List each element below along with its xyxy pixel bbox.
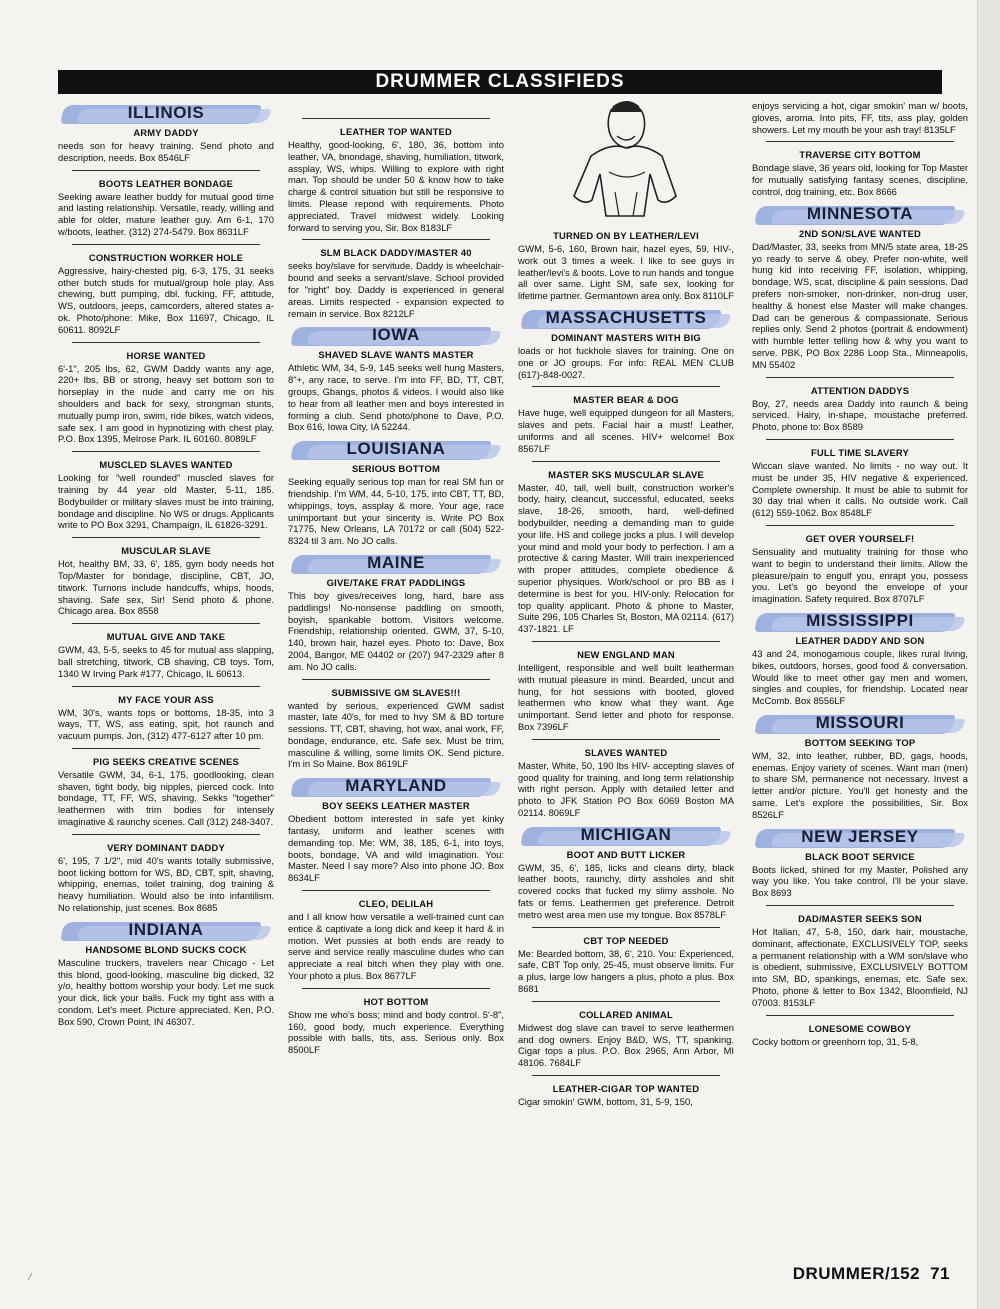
classified-ad: TURNED ON BY LEATHER/LEVI GWM, 5-6, 160, Brown hair, hazel eyes, 59, HIV-, work out 3 times a week. I like to see guys in leather/levi's & boots. Love to run hands and tongue all over same. Light SM, safe sex, looking for lifetime partner. Germantown area only. Box 8110LF [518,230,734,302]
classified-ad: BOY SEEKS LEATHER MASTER Obedient bottom interested in safe yet kinky fantasy, uniform and leather scenes with demanding top. Me: WM, 38, 185, 6-1, into toys, boots, bondage, VA and wild imagination. You: Master. Need I say more? Also into phone JO. Box 8634LF [288,800,504,884]
classified-ad: SLAVES WANTED Master, White, 50, 190 lbs HIV- accepting slaves of good quality for training, and long term relationship with right person. Apply with detailed letter and photo to JFK Station PO Box 6069 Boston MA 02114. 8069LF [518,746,734,818]
column-2 [288,100,504,1250]
classified-ad: CLEO, DELILAH and I all know how versatile a well-trained cunt can entice & captivate a long dick and keep it hard & in motion. Wet pussies at both ends are ready to serve and service really masculine dudes who can appreciate a real bitch when they play with one. Your photo a plus. Box 8677LF [288,898,504,982]
classified-ad: LEATHER DADDY AND SON 43 and 24, monogamous couple, likes rural living, bikes, outdoors, horses, good food & conversation. Would like to meet other gay men and women, singles and couples, for friendship. Located near McComb. Box 8556LF [752,634,968,707]
magazine-issue: DRUMMER/152 [792,1264,921,1283]
state-heading-michigan: MICHIGAN [518,824,734,848]
classified-ad: 2ND SON/SLAVE WANTED Dad/Master, 33, seeks from MN/5 state area, 18-25 yo ready to serve & obey. Prefer non-white, well hung kid into receiving FF, isolation, whipping, bondage, WS, scat, discipline & pain sessions. Dad prefers non-smoker, non-drinker, non-drug user, healthy & honest else Master will make changes. Dad can be generous & compassionate. Serious replies only. Send 2 photos (portrait & endowment) with humble letter telling how & why you want to serve. PBK, PO Box 2286 Loop Sta., Minneapolis, MN 55402 [752,227,968,370]
state-heading-indiana: INDIANA [58,919,274,943]
page-edge [977,0,1000,1309]
classified-ad: BOOTS LEATHER BONDAGE Seeking aware leather buddy for mutual good time and lasting relationship. Versatile, ready, willing and able for older, mature leather guy. Am 6-1, 170 w/boots, leather. (312) 274-5479. Box 8631LF [58,177,274,237]
state-heading-mississippi: MISSISSIPPI [752,610,968,634]
state-heading-maine: MAINE [288,552,504,576]
column-4 [752,100,968,1250]
classified-ad: HOT BOTTOM Show me who's boss; mind and body control. 5'-8", 160, good body, much experience. Everything possible with balls, tits, ass. Serious only. Box 8500LF [288,995,504,1056]
classified-ad: NEW ENGLAND MAN Intelligent, responsible and well built leatherman with mutual pleasure in mind. Bearded, uncut and hung, for hot sessions with booted, gloved leathermen who know what they want. Age unimportant. Send letter and photo for response. Box 7396LF [518,648,734,732]
state-heading-louisiana: LOUISIANA [288,438,504,462]
classified-ad: DAD/MASTER SEEKS SON Hot Italian, 47, 5-8, 150, dark hair, moustache, dominant, affectionate, EXCLUSIVELY TOP, seeks a permanent relationship with a WM son/slave who is obedient, submissive, EXCLUSIVELY BOTTOM into SM, BD, spankings, enemas, etc. Safe sex. Photo, phone & letter to Box 1342, Bloomfield, NJ 07003. 8153LF [752,913,968,1008]
classified-ad: ARMY DADDY needs son for heavy training. Send photo and description, needs. Box 8546LF [58,127,274,163]
classified-ad: HORSE WANTED 6'-1", 205 lbs, 62, GWM Daddy wants any age, 220+ lbs, BB or strong, heavy set bottom son to horseplay in the nude and carry me on his shoulders and back for sexy, strongman stunts, mutually pump iron, swim, ride bikes, watch videos, safe sex. I am good in hypnotizing with chest play. P.O. Box 1395, Melrose Park. IL 60160. 8089LF [58,349,274,445]
classified-ad: SERIOUS BOTTOM Seeking equally serious top man for real SM fun or friendship. I'm WM, 44, 5-10, 175, into CBT, TT, BD, whippings, toys, assplay & more. Your age, race unimportant but your sincerity is. Write PO Box 71775, New Orleans, LA 70172 or call (504) 522-8324 til 3 am. No JO calls. [288,463,504,547]
classified-ad: LONESOME COWBOY Cocky bottom or greenhorn top, 31, 5-8, [752,1022,919,1047]
classified-ad: GET OVER YOURSELF! Sensuality and mutuality training for those who want to begin to understand their limits. Allow the pleasure/pain to engulf you, enrapt you, possess you. Let's go beyond the envelope of your imagination. Safety required. Box 8707LF [752,532,968,605]
classified-ad: MY FACE YOUR ASS WM, 30's, wants tops or bottoms, 18-35, into 3 ways, TT, WS, ass eating, spit, hot raunch and vacuum pumps. Jon, (312) 477-6127 after 10 pm. [58,693,274,742]
classified-ad: CBT TOP NEEDED Me: Bearded bottom, 38, 6', 210. You: Experienced, safe, CBT Top only, 25-45, must observe limits. Fur a plus, large low hangers a plus, photo a plus. Box 8681 [518,934,734,995]
classified-ad: MUTUAL GIVE AND TAKE GWM, 43, 5-5, seeks to 45 for mutual ass slapping, ball stretching, titwork, CB shaving, CB toys. Tom, 1340 W Irving Park #177, Chicago, IL 60613. [58,631,274,679]
state-heading-new-jersey: NEW JERSEY [752,826,968,850]
classified-ad: TRAVERSE CITY BOTTOM Bondage slave, 36 years old, looking for Top Master for mutually satisfying fantasy scenes, discipline, control, dog training, etc. Box 8666 [752,149,968,197]
margin-mark [28,1273,33,1280]
page-number: 71 [930,1264,950,1283]
classified-ad: SHAVED SLAVE WANTS MASTER Athletic WM, 34, 5-9, 145 seeks well hung Masters, 8"+, any race, to serve. I'm into FF, BD, TT, CBT, groups, Gbangs, photos & videos. I would also like to hear from all leather men and boys interested in forming a club. Send photo/phone to Dave, P.O. Box 616, Iowa City, IA 52244. [288,349,504,433]
classified-ad: MUSCLED SLAVES WANTED Looking for "well rounded" muscled slaves for training by 44 year old Master, 5-11, 185. Bodybuilder or military slaves must be into training, bondage and discipline. No WS or drugs. Applicants write to PO Box 3291, Champaign, IL 61826-3291. [58,459,274,531]
column-1 [58,100,274,1250]
column-3 [518,100,734,1250]
state-heading-minnesota: MINNESOTA [752,203,968,227]
page-footer [783,1264,950,1284]
classified-ad: LEATHER-CIGAR TOP WANTED Cigar smokin' GWM, bottom, 31, 5-9, 150, [518,1083,700,1108]
classified-ad: SUBMISSIVE GM SLAVES!!! wanted by serious, experienced GWM sadist master, late 40's, for med to hvy SM & BD torture sessions. TT, CBT, shaving, hot wax, anal work, FF, bondage, endurance, etc. Safe sex. Must be trim, masculine & willing, some limits OK. Send picture. I'm in So Maine. Box 8619LF [288,686,504,770]
classified-ad: CONSTRUCTION WORKER HOLE Aggressive, hairy-chested pig, 6-3, 175, 31 seeks other butch studs for mutual/group hole play. Ass chewing, butt pumping, dbl. fucking, FF, attitude, WS, outdoors, jeeps, camcorders, altered states a-ok. Photo/phone: Mike, Box 11697, Chicago, IL 60611. 8092LF [58,251,274,335]
state-heading-iowa: IOWA [288,324,504,348]
state-heading-maryland: MARYLAND [288,775,504,799]
state-heading-missouri: MISSOURI [752,712,968,736]
classified-ad: GIVE/TAKE FRAT PADDLINGS This boy gives/receives long, hard, bare ass paddlings! No-nonsense paddling on smooth, boyish, spankable bottom. Visitors welcome. Friendship, relationship oriented. GWM, 37, 5-10, 140, brown hair, hazel eyes. Photo to: Dave, Box 2004, Bangor, ME 04402 or (207) 947-2329 after 8 am. No JO calls. [288,576,504,672]
classified-ad: HANDSOME BLOND SUCKS COCK Masculine truckers, travelers near Chicago - Let this blond, good-looking, masculine big dicked, 32 y/o, healthy bottom worship your body. Let me suck your dick, lick your balls. Fuck my tight ass with a condom. Let's meet. Picture appreciated. Ken, P.O. Box 590, Crown Point, IN 46307. [58,943,274,1027]
classified-ad: MASTER SKS MUSCULAR SLAVE Master, 40, tall, well built, construction worker's body, hairy, cleancut, successful, educated, seeks slave, 18-26, smooth, hard, well-defined bodybuilder, needing a demanding man to guide your life. HS and college jocks a plus. I will develop your mind and mold your body to perfection. I am a protective & caring Master. Will train inexperienced with proper attitudes, complete obedience & superior physiques. Work/school or pro BB as I determine is best for you. HIV-only. Relocation for top quality applicant. Photo & phone to Master, Suite 296, 105 Charles St, Boston, MA 02114. (617) 437-1821. LF [518,468,734,635]
classified-ad: DOMINANT MASTERS WITH BIG loads or hot fuckhole slaves for training. One on one or JO groups. For info: REAL MEN CLUB (617)-848-0027. [518,331,734,380]
classified-ad: BOOT AND BUTT LICKER GWM, 35, 6', 185, licks and cleans dirty, black leather boots, raunchy, dirty assholes and shit covered cocks that fucked my slimy asshole. No fats or fems. Leathermen get preference. Detroit metro west area men use my tongue. Box 8578LF [518,848,734,920]
state-heading-massachusetts: MASSACHUSETTS [518,307,734,331]
classified-ad: ATTENTION DADDYS Boy, 27, needs area Daddy into raunch & being serviced. Hairy, in-shape, moustache preferred. Photo, phone to: Box 8589 [752,384,968,433]
classified-ad: PIG SEEKS CREATIVE SCENES Versatile GWM, 34, 6-1, 175, goodlooking, clean shaven, tight body, big nipples, pierced cock. Into bondage, TT, FF, WS, shaving. Sekks "together" leathermen with trim bodies for intensely imaginative & raunchy scenes. Call (312) 248-3407. [58,755,274,828]
classified-ad: BLACK BOOT SERVICE Boots licked, shined for my Master, Polished any way you like. You take control, I'll be your slave. Box 8693 [752,850,968,899]
classified-ad-continued: enjoys servicing a hot, cigar smokin' man w/ boots, gloves, aroma. Into pits, FF, tits, ass play, golden showers. Let my mouth be your ash tray! 8135LF [752,100,968,135]
classified-ad: COLLARED ANIMAL Midwest dog slave can travel to serve leathermen and dog owners. Enjoy B&D, WS, TT, spanking. Cigar tops a plus. P.O. Box 2965, Ann Arbor, MI 48106. 7684LF [518,1008,734,1069]
classified-ad: MASTER BEAR & DOG Have huge, well equipped dungeon for all Masters, slaves and pets. Facial hair a must! Leather, uniforms and all scenes. HIV+ welcome! Box 8567LF [518,394,734,454]
leatherman-illustration [551,100,701,224]
classified-ad: LEATHER TOP WANTED Healthy, good-looking, 6', 180, 36, bottom into leather, VA, bnondage, shaving, humiliation, titwork, assplay, WS, whips. Willing to explore with right man. Top should be under 50 & know how to take charge & control situation but still be responsive to limits. Please repond with requirements. Photo appreciated. Travel midwest widely. Looking forward to serving you, Sir. Box 8183LF [288,126,504,233]
classified-ad: BOTTOM SEEKING TOP WM, 32, into leather, rubber, BD, gags, hoods, enemas. Enjoy variety of scenes. Want man (men) to share SM, permanence not necessary. Invest a letter and/or picture. You'll get honesty and the same. Let's explore the possibilities, Sir. Box 8526LF [752,736,968,820]
classified-ad: FULL TIME SLAVERY Wiccan slave wanted. No limits - no way out. It must be under 35, HIV negative & experienced. Complete ownership. It must be able to submit for 30 day trial when it calls. No outside work. Call (612) 559-1062. Box 8548LF [752,446,968,519]
classified-ad: VERY DOMINANT DADDY 6', 195, 7 1/2", mid 40's wants totally submissive, boot licking bottom for WS, BD, CBT, spit, shaving, whipping, enemas, toilet training, dog training & heavy humiliation. Would also be into infantilism. No relationship, just scenes. Box 8685 [58,841,274,914]
classified-ad: MUSCULAR SLAVE Hot, healthy BM, 33, 6', 185, gym body needs hot Top/Master for bondage, discipline, CBT, JO, titwork. Turnons include handcuffs, whips, hoods, shaving. Safe sex, Sir! Send photo & phone. Chicago area. Box 8558 [58,545,274,617]
page-banner: DRUMMER CLASSIFIEDS [58,70,942,94]
classified-ad: SLM BLACK DADDY/MASTER 40 seeks boy/slave for servitude. Daddy is wheelchair-bound and seeks a servant/slave. School provided for "right" boy. Daddy is experienced in general areas. Limits respected - expansion expected to remain in service. Box 8212LF [288,247,504,319]
state-heading-illinois: ILLINOIS [58,102,274,126]
